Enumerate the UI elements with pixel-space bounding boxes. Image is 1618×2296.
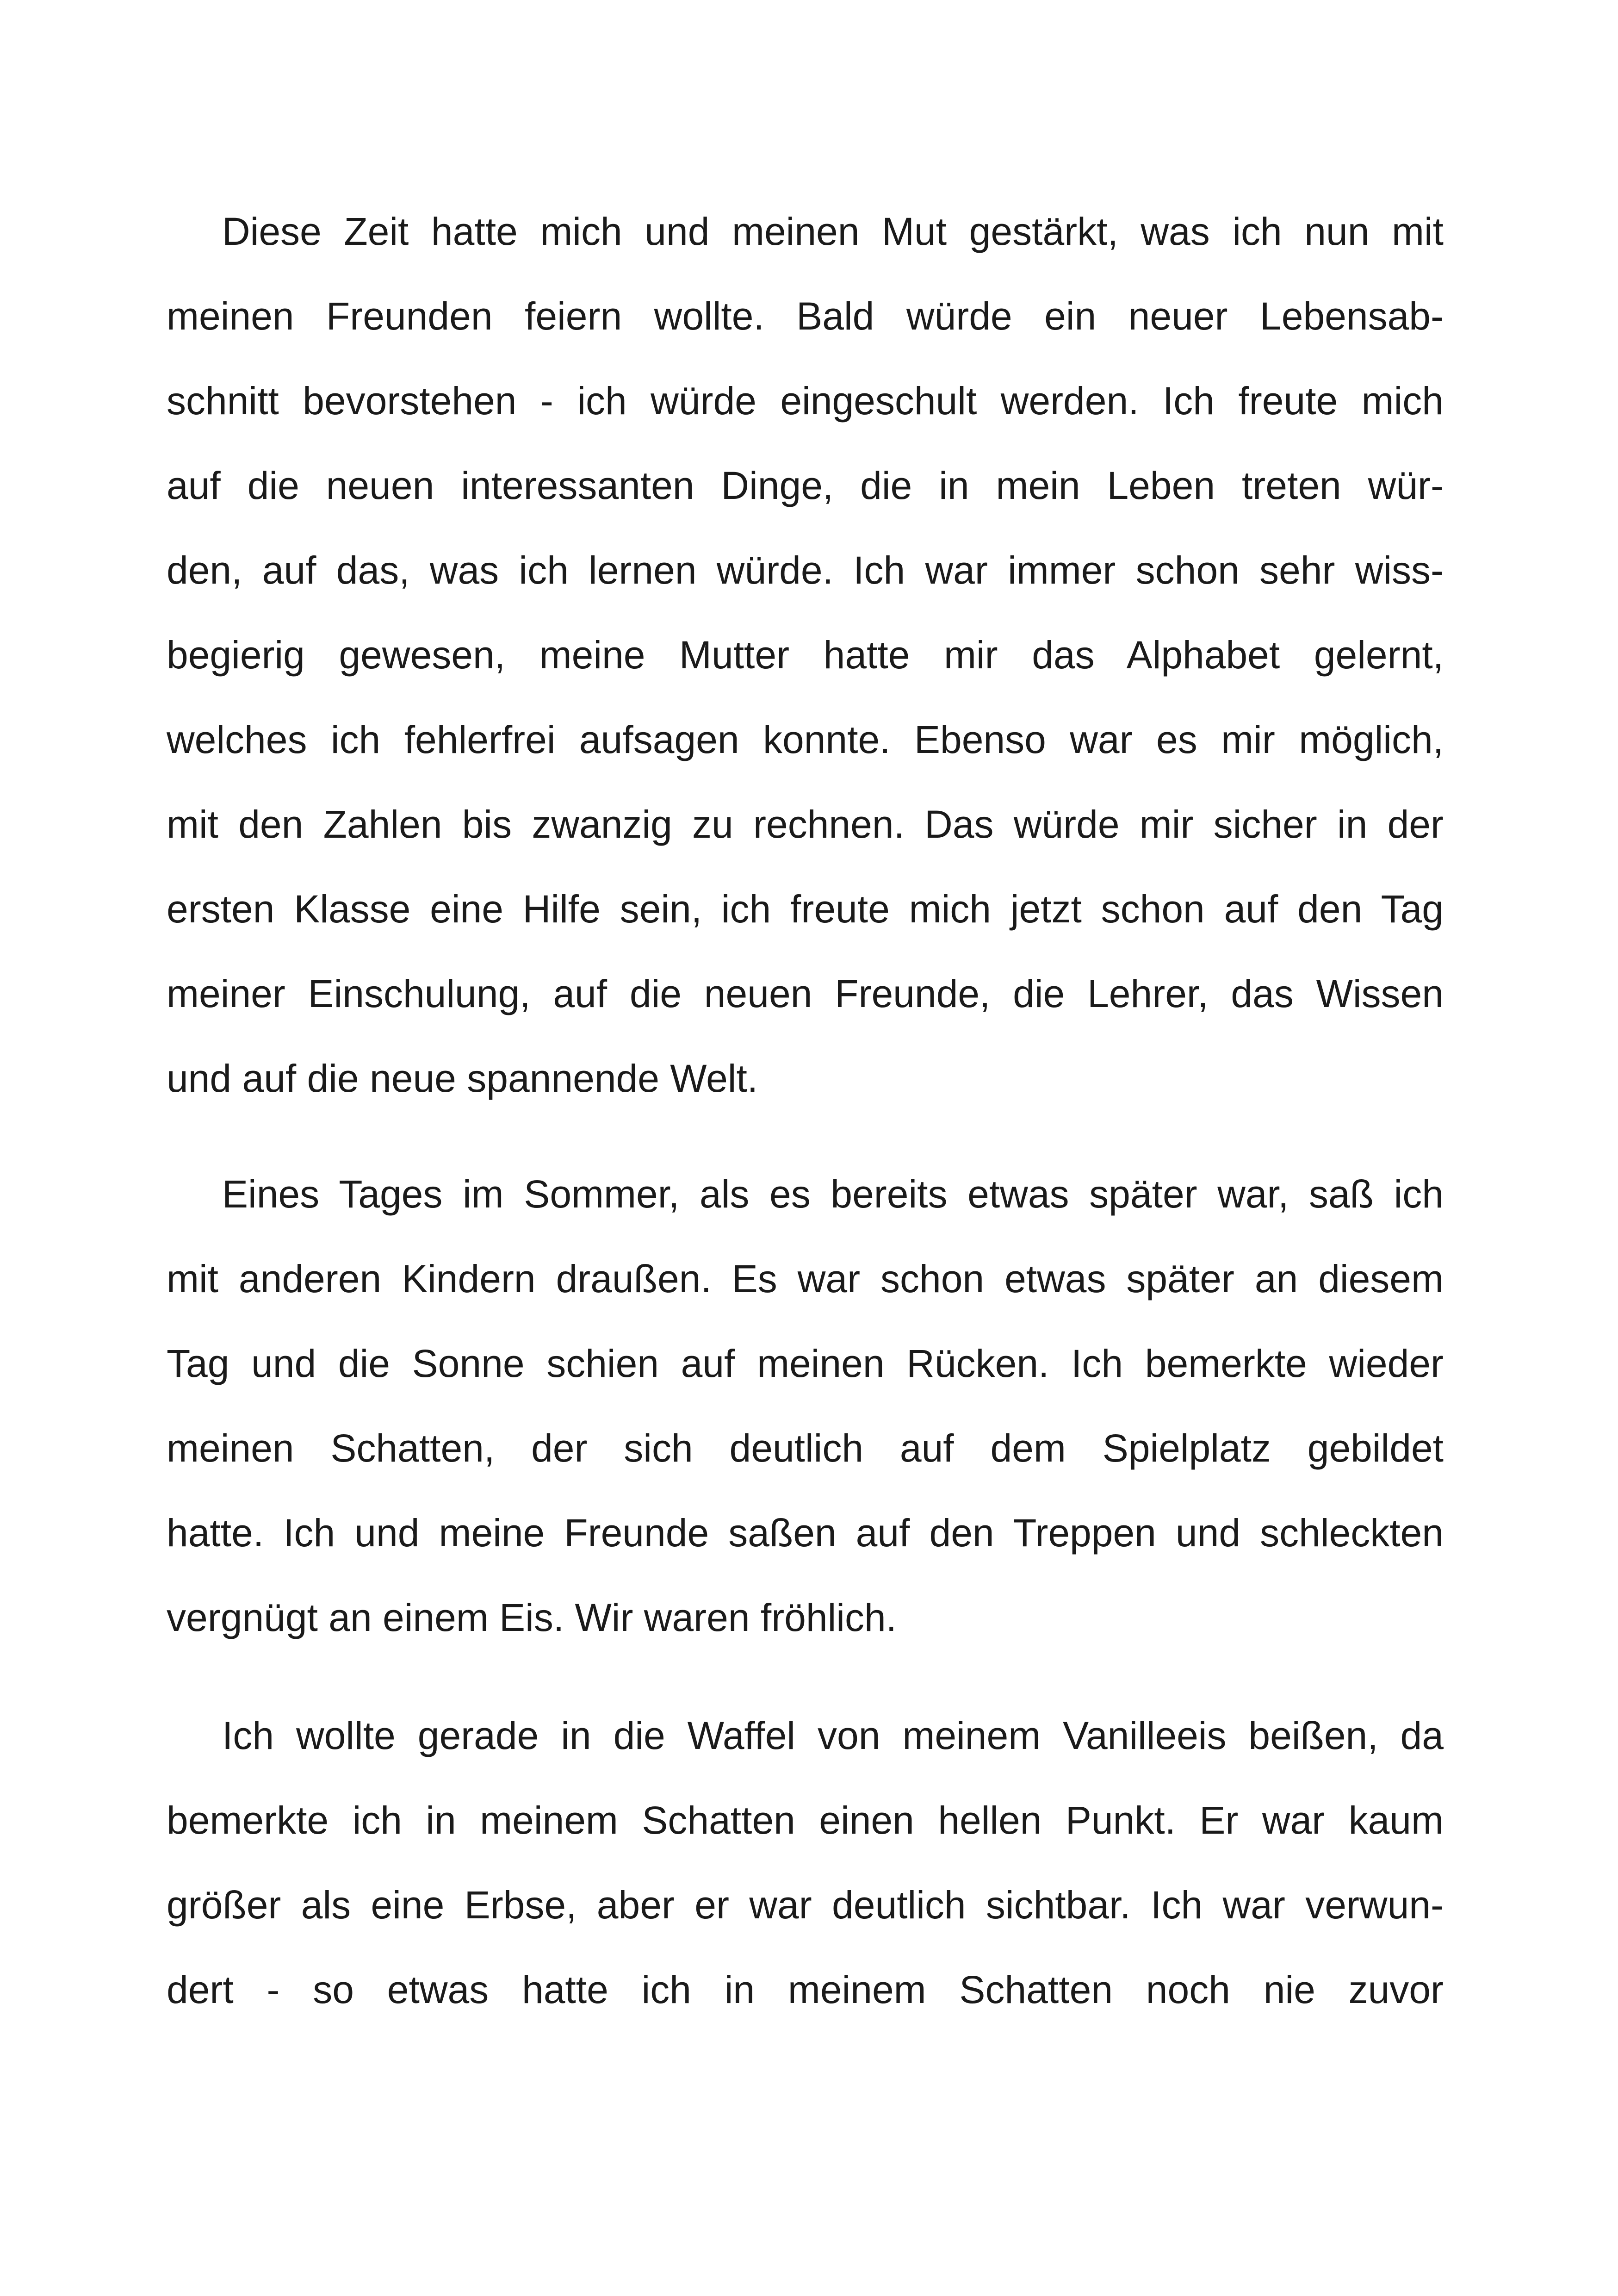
paragraph-line: auf die neuen interessanten Dinge, die in mein Leben treten wür- — [167, 464, 1444, 507]
paragraph-line: Eines Tages im Sommer, als es bereits etwas später war, saß ich — [222, 1172, 1444, 1216]
paragraph-line: bemerkte ich in meinem Schatten einen hellen Punkt. Er war kaum — [167, 1798, 1444, 1842]
paragraph-line: vergnügt an einem Eis. Wir waren fröhlich. — [167, 1596, 897, 1639]
paragraph-line: meiner Einschulung, auf die neuen Freunde, die Lehrer, das Wissen — [167, 972, 1444, 1015]
paragraph-line: dert - so etwas hatte ich in meinem Schatten noch nie zuvor — [167, 1968, 1444, 2011]
paragraph-line: meinen Schatten, der sich deutlich auf dem Spielplatz gebildet — [167, 1426, 1444, 1470]
paragraph-line: schnitt bevorstehen - ich würde eingeschult werden. Ich freute mich — [167, 379, 1444, 423]
paragraph-line: hatte. Ich und meine Freunde saßen auf den Treppen und schleckten — [167, 1511, 1444, 1555]
paragraph-line: meinen Freunden feiern wollte. Bald würde ein neuer Lebensab- — [167, 294, 1444, 338]
paragraph-line: mit anderen Kindern draußen. Es war schon etwas später an diesem — [167, 1257, 1444, 1300]
paragraph-line: und auf die neue spannende Welt. — [167, 1057, 758, 1100]
paragraph-line: welches ich fehlerfrei aufsagen konnte. Ebenso war es mir möglich, — [167, 718, 1444, 761]
paragraph-line: den, auf das, was ich lernen würde. Ich war immer schon sehr wiss- — [167, 548, 1444, 592]
paragraph-line: Tag und die Sonne schien auf meinen Rücken. Ich bemerkte wieder — [167, 1342, 1444, 1385]
paragraph-line: mit den Zahlen bis zwanzig zu rechnen. Das würde mir sicher in der — [167, 803, 1444, 846]
paragraph-line: Diese Zeit hatte mich und meinen Mut gestärkt, was ich nun mit — [222, 210, 1444, 253]
paragraph-line: Ich wollte gerade in die Waffel von meinem Vanilleeis beißen, da — [222, 1714, 1444, 1757]
paragraph-line: größer als eine Erbse, aber er war deutlich sichtbar. Ich war verwun- — [167, 1883, 1444, 1927]
paragraph-line: ersten Klasse eine Hilfe sein, ich freute mich jetzt schon auf den Tag — [167, 887, 1444, 931]
paragraph-line: begierig gewesen, meine Mutter hatte mir das Alphabet gelernt, — [167, 633, 1444, 677]
